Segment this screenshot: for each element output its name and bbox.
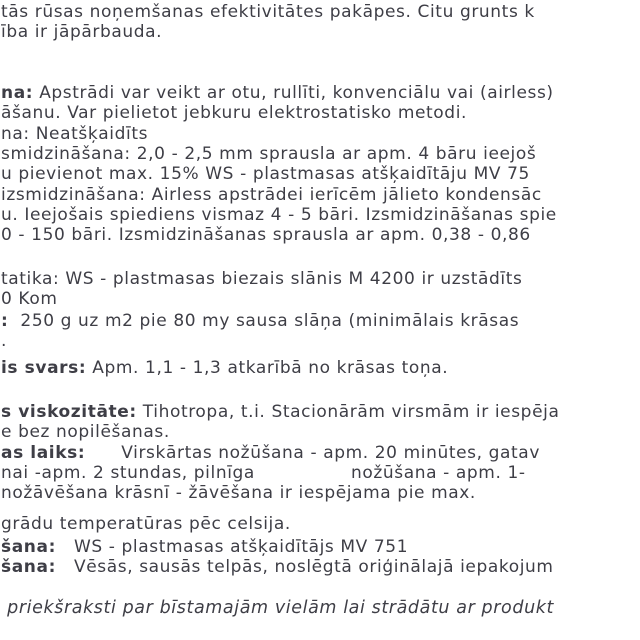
text-line	[1, 311, 640, 331]
line-text: nai -apm. 2 stundas, pilnīga nožūšana - apm. 1-	[1, 462, 526, 483]
text-line	[1, 124, 640, 144]
text-line	[1, 144, 640, 164]
text-line	[1, 358, 640, 378]
text-line	[1, 537, 640, 557]
line-label: šana:	[1, 557, 56, 578]
text-line	[1, 269, 640, 289]
line-text: Apm. 1,1 - 1,3 atkarībā no krāsas toņa.	[86, 357, 449, 378]
line-text: smidzināšana: 2,0 - 2,5 mm sprausla ar apm. 4 bāru ieejoš	[1, 144, 537, 165]
line-text: tās rūsas noņemšanas efektivitātes pakāpes. Citu grunts k	[1, 2, 535, 22]
line-text: Tihotropa, t.i. Stacionārām virsmām ir iespēja	[136, 402, 560, 423]
line-text: u. Ieejošais spiediens vismaz 4 - 5 bāri. Izsmidzināšanas spie	[1, 204, 557, 225]
text-line	[1, 289, 640, 309]
text-line	[1, 225, 640, 245]
text-line	[1, 514, 640, 534]
line-text: 250 g uz m2 pie 80 my sausa slāņa (minimālais krāsas	[8, 311, 520, 332]
text-line	[1, 83, 640, 103]
line-text: tatika: WS - plastmasas biezais slānis M 4200 ir uzstādīts	[1, 268, 523, 289]
line-label: is svars:	[1, 357, 87, 378]
text-line	[1, 185, 640, 205]
line-text: āšanu. Var pielietot jebkuru elektrostatisko metodi.	[1, 103, 468, 124]
line-label: as laiks:	[1, 442, 86, 463]
line-text: na: Neatšķaidīts	[1, 123, 149, 144]
text-line	[1, 422, 640, 442]
line-label: s viskozitāte:	[1, 402, 137, 423]
text-line	[1, 557, 640, 577]
line-text: WS - plastmasas atšķaidītājs MV 751	[55, 536, 409, 557]
text-line	[1, 483, 640, 503]
line-text: grādu temperatūras pēc celsija.	[1, 513, 291, 534]
line-label: na:	[1, 83, 34, 104]
text-line	[1, 22, 640, 42]
line-text: 0 - 150 bāri. Izsmidzināšanas sprausla ar apm. 0,38 - 0,86	[1, 225, 531, 246]
line-label: :	[1, 311, 9, 332]
line-text: Virskārtas nožūšana - apm. 20 minūtes, gatav	[85, 442, 540, 463]
line-text: 0 Kom	[1, 288, 58, 309]
text-line	[1, 443, 640, 463]
text-line	[1, 205, 640, 225]
line-text: nožāvēšana krāsnī - žāvēšana ir iespējama pie max.	[1, 483, 476, 504]
text-line	[1, 402, 640, 422]
line-text: Apstrādi var veikt ar otu, rullīti, konvenciālu vai (airless)	[33, 83, 554, 104]
line-text: ība ir jāpārbauda.	[1, 22, 163, 43]
line-text: priekšraksti par bīstamajām vielām lai strādātu ar produkt	[1, 598, 554, 619]
text-line	[1, 2, 640, 22]
line-text: u pievienot max. 15% WS - plastmasas atšķaidītāju MV 75	[1, 164, 530, 185]
text-line	[1, 103, 640, 123]
line-label: šana:	[1, 536, 56, 557]
line-text: Vēsās, sausās telpās, noslēgtā oriģinālajā iepakojum	[55, 557, 554, 578]
text-line	[1, 463, 640, 483]
line-text: e bez nopilēšanas.	[1, 422, 170, 443]
line-text: .	[1, 331, 8, 352]
hazard-notice-line	[1, 598, 640, 618]
line-text: izsmidzināšana: Airless apstrādei ierīcēm jālieto kondensāc	[1, 184, 542, 205]
text-line	[1, 164, 640, 184]
text-line	[1, 331, 640, 351]
